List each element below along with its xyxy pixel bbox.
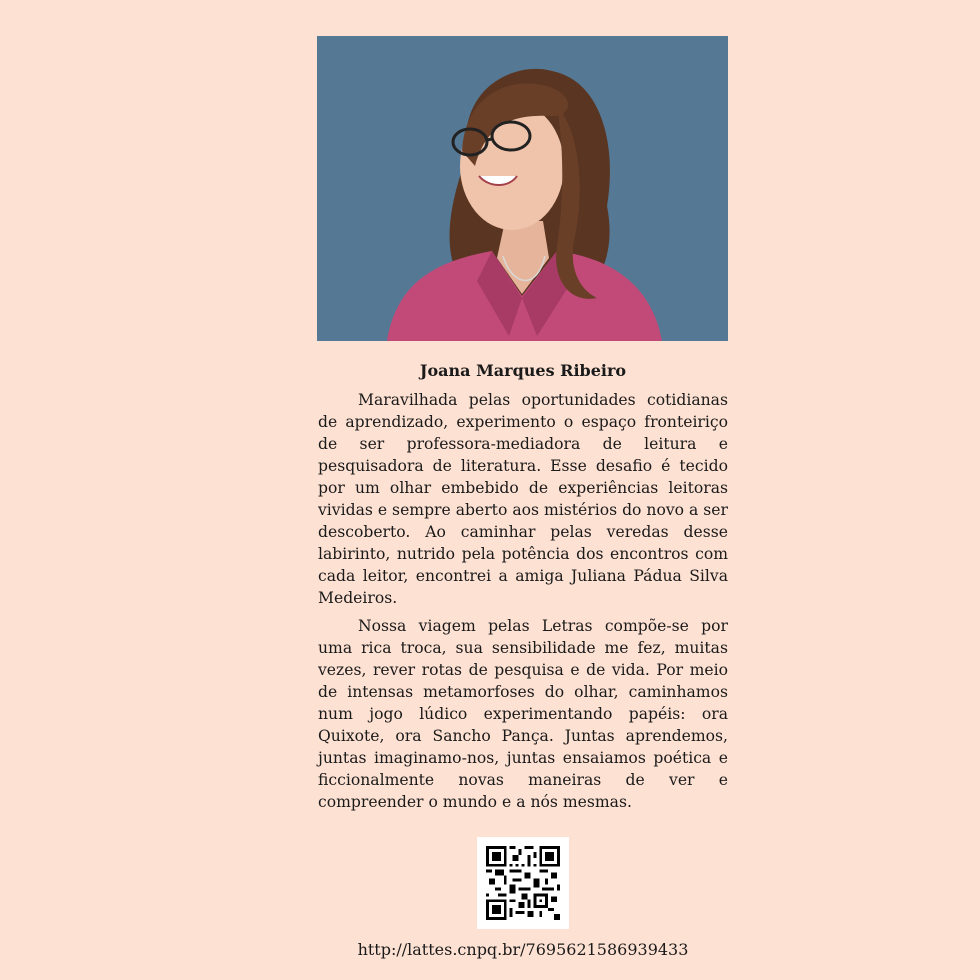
portrait-photo-icon xyxy=(317,36,728,341)
qr-code[interactable] xyxy=(477,837,569,929)
author-photo xyxy=(317,36,728,341)
bio-paragraph: Nossa viagem pelas Letras compõe-se por uma rica troca, sua sensibilidade me fez, muitas vezes, rever rotas de pesquisa e de vida. Por meio de intensas metamorfoses do olhar, caminhamos num jogo lúdico experimentando papéis: ora Quixote, ora Sancho Pança. Juntas aprendemos, juntas imaginamo-nos, juntas ensaiamos poética e ficcionalmente novas maneiras de ver e compreender o mundo e a nós mesmas. xyxy=(318,617,728,811)
bio-paragraph: Maravilhada pelas oportunidades cotidianas de aprendizado, experimento o espaço fronteiriço de ser professora-mediadora de leitura e pesquisadora de literatura. Esse desafio é tecido por um olhar embebido de experiências leitoras vividas e sempre aberto aos mistérios do novo a ser descoberto. Ao caminhar pelas veredas desse labirinto, nutrido pela potência dos encontros com cada leitor, encontrei a amiga Juliana Pádua Silva Medeiros. xyxy=(318,391,728,607)
author-bio xyxy=(318,389,728,819)
author-name: Joana Marques Ribeiro xyxy=(419,361,627,380)
lattes-link[interactable]: http://lattes.cnpq.br/7695621586939433 xyxy=(357,940,689,959)
qr-code-icon xyxy=(486,846,560,920)
